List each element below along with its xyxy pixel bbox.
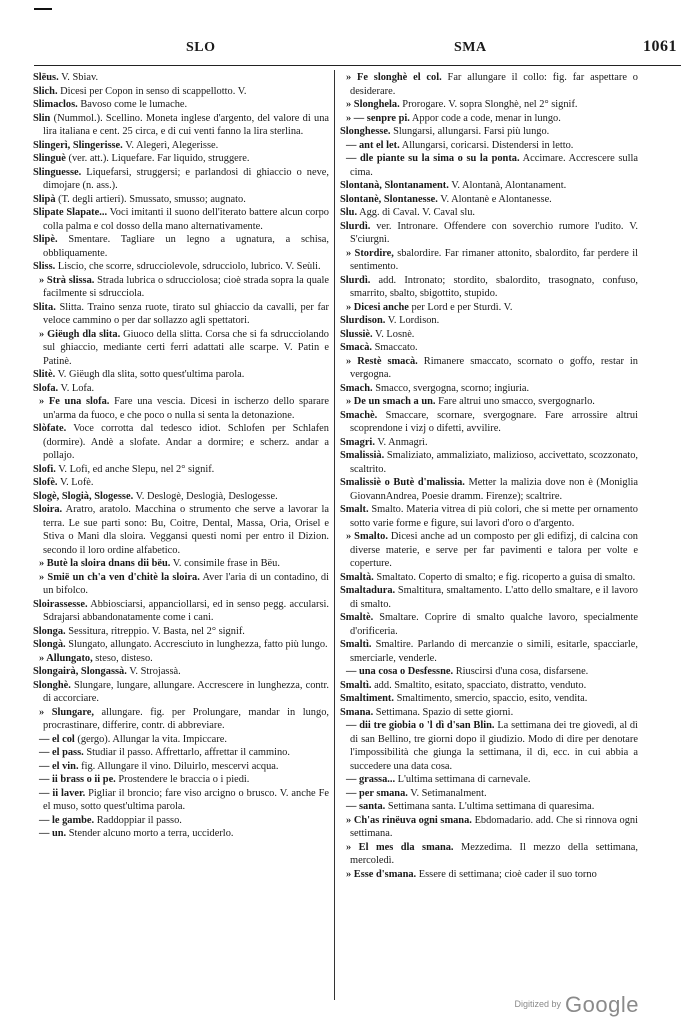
dictionary-entry	[340, 301, 638, 315]
entry-headword: Slongairà, Slongassà.	[33, 666, 127, 677]
dictionary-entry	[340, 814, 638, 841]
entry-definition: V. Lofa.	[58, 382, 95, 394]
entry-headword: — ii brass o ii pe.	[39, 774, 116, 785]
entry-headword: Slich.	[33, 85, 58, 97]
entry-definition: V. Anmagrì.	[374, 436, 428, 448]
dictionary-entry	[33, 274, 329, 301]
dictionary-entry	[340, 125, 638, 139]
entry-definition: (gergo). Allungar la vita. Impiccare.	[74, 733, 227, 745]
digitized-by-label: Digitized by	[514, 999, 562, 1009]
entry-definition: Slungare, lungare, allungare. Accrescere in lunghezza, contr. di accorciare.	[43, 679, 329, 704]
entry-definition: (Nummol.). Scellino. Moneta inglese d'argento, del valore di una lira italiana e cent. 25 circa, e di cui venti fanno la lira sterlina.	[43, 112, 329, 137]
dictionary-entry	[340, 220, 638, 247]
dictionary-entry	[340, 112, 638, 126]
entry-headword: Slu.	[340, 207, 358, 218]
entry-headword: Smacà.	[340, 342, 373, 353]
dictionary-entry	[340, 179, 638, 193]
entry-definition: Smacco, svergogna, scorno; ingiuria.	[372, 382, 530, 394]
entry-headword: Smaltì.	[340, 679, 372, 691]
dictionary-entry	[340, 274, 638, 301]
dictionary-entry	[33, 652, 329, 666]
entry-definition: Smaltato. Coperto di smalto; e fig. ricoperto a guisa di smalto.	[373, 571, 636, 583]
entry-headword: Smaltè.	[340, 612, 374, 623]
dictionary-entry	[340, 638, 638, 665]
dictionary-entry	[340, 584, 638, 611]
entry-definition: V. Lofi, ed anche Slepu, nel 2° signif.	[55, 463, 215, 475]
dictionary-entry	[340, 314, 638, 328]
entry-headword: » Butè la sloira dnans dii bëu.	[39, 558, 171, 569]
entry-headword: Smachè.	[340, 409, 378, 421]
dictionary-entry	[33, 301, 329, 328]
top-mark	[34, 8, 52, 11]
entry-headword: Slingerì, Slingerisse.	[33, 139, 123, 151]
entry-definition: Fare una vescia. Dicesi in ischerzo dello sparare un'arma da fuoco, e che poco o nulla si senta la detonazione.	[43, 396, 329, 421]
entry-definition: V. Giëugh dla slita, sotto quest'ultima parola.	[55, 369, 245, 380]
entry-definition: Bavoso come le lumache.	[77, 99, 188, 110]
dictionary-entry	[340, 719, 638, 773]
entry-headword: Slontanà, Slontanament.	[340, 180, 449, 191]
entry-definition: L'ultima settimana di carnevale.	[395, 774, 531, 785]
dictionary-entry	[33, 85, 329, 99]
entry-headword: — un.	[39, 828, 67, 839]
dictionary-entry	[340, 665, 638, 679]
dictionary-entry	[33, 557, 329, 571]
dictionary-entry	[33, 665, 329, 679]
entry-headword: — grassa...	[346, 774, 396, 785]
entry-definition: add. Intronato; stordito, sbalordito, trasognato, confuso, smarrito, sbalto, sbigottito, stupido.	[350, 274, 638, 299]
dictionary-entry	[340, 800, 638, 814]
entry-definition: Stender alcuno morto a terra, ucciderlo.	[66, 828, 234, 839]
dictionary-entry	[340, 868, 638, 882]
dictionary-entry	[33, 98, 329, 112]
dictionary-entry	[340, 71, 638, 98]
entry-definition: Appor code a code, menar in lungo.	[409, 112, 561, 124]
entry-definition: Smaltire. Parlando di mercanzie o simili, esitarle, spacciarle, smerciarle, venderle.	[350, 639, 638, 664]
dictionary-entry	[33, 706, 329, 733]
header-left-word: SLO	[186, 40, 216, 55]
entry-definition: sbalordire. Far rimaner attonito, sbalordito, far perdere il sentimento.	[350, 247, 638, 272]
entry-headword: Slinguè	[33, 153, 66, 164]
dictionary-entry	[340, 787, 638, 801]
dictionary-entry	[33, 206, 329, 233]
entry-definition: V. Lofè.	[57, 477, 94, 488]
dictionary-entry	[33, 476, 329, 490]
entry-headword: Slipate Slapate...	[33, 207, 108, 218]
entry-headword: Slussiè.	[340, 328, 373, 340]
entry-headword: Smaltadura.	[340, 585, 396, 596]
dictionary-entry	[33, 814, 329, 828]
entry-headword: Slonga.	[33, 625, 66, 637]
dictionary-entry	[340, 692, 638, 706]
entry-headword: Sloirassesse.	[33, 598, 88, 610]
entry-definition: Ebdomadario. add. Che si rinnova ogni settimana.	[350, 814, 638, 839]
dictionary-entry	[340, 773, 638, 787]
entry-definition: Smaltare. Coprire di smalto qualche lavoro, specialmente d'orificeria.	[350, 612, 638, 637]
entry-definition: Aratro, aratolo. Macchina o strumento che serve a lavorar la terra. Le sue parti sono: Bu, Coitre, Dental, Massa, Oria, Orisel e Stiva o Mani dla sloira. Veggansi questi nomi per entro il Dizion. secondo il loro ordine alfabetico.	[43, 504, 329, 556]
entry-definition: V. Losnè.	[372, 328, 415, 340]
entry-headword: » Stordire,	[346, 247, 394, 259]
entry-definition: (ver. att.). Liquefare. Far liquido, struggere.	[65, 153, 250, 164]
google-logo: Google	[565, 992, 639, 1017]
entry-headword: — ant el let.	[346, 139, 400, 151]
entry-definition: Raddoppiar il passo.	[94, 814, 182, 826]
entry-definition: Settimana santa. L'ultima settimana di quaresima.	[385, 801, 595, 812]
entry-headword: » Smië un ch'a ven d'chitè la sloira.	[39, 571, 200, 583]
entry-definition: Mezzedima. Il mezzo della settimana, mercoledì.	[350, 841, 638, 866]
dictionary-entry	[340, 503, 638, 530]
entry-definition: Essere di settimana; cioè cader il suo torno	[416, 868, 597, 880]
entry-headword: — ii laver.	[39, 787, 86, 799]
entry-headword: Sloira.	[33, 504, 63, 515]
dictionary-entry	[340, 355, 638, 382]
right-column	[340, 71, 638, 881]
dictionary-entry	[340, 841, 638, 868]
dictionary-entry	[33, 71, 329, 85]
dictionary-entry	[33, 787, 329, 814]
entry-definition: (T. degli artieri). Smussato, smusso; augnato.	[55, 193, 246, 205]
entry-definition: V. Strojassà.	[126, 666, 181, 677]
entry-definition: Liquefarsi, struggersi; e parlandosi di ghiaccio o neve, dimojare (n. ass.).	[43, 166, 329, 191]
entry-definition: Allungarsi, coricarsi. Distendersi in letto.	[399, 139, 574, 151]
entry-headword: » Slonghela.	[346, 99, 400, 110]
dictionary-entry	[33, 638, 329, 652]
entry-definition: Smalto. Materia vitrea di più colori, che si mette per ornamento sotto varie forme e figure, sui lavori d'oro o d'argento.	[350, 504, 638, 529]
dictionary-entry	[340, 341, 638, 355]
dictionary-entry	[33, 746, 329, 760]
dictionary-entry	[33, 260, 329, 274]
entry-headword: Slin	[33, 112, 51, 124]
entry-headword: — el col	[39, 733, 75, 745]
dictionary-entry	[33, 193, 329, 207]
dictionary-entry	[33, 233, 329, 260]
entry-definition: ver. Intronare. Offendere con soverchio rumore l'udito. V. S'ciurgnì.	[350, 220, 638, 245]
dictionary-entry	[33, 139, 329, 153]
dictionary-entry	[33, 827, 329, 841]
entry-definition: Smaltitura, smaltamento. L'atto dello smaltare, e il lavoro di smalto.	[350, 585, 638, 610]
dictionary-entry	[33, 503, 329, 557]
entry-definition: Riuscirsi d'una cosa, disfarsene.	[453, 666, 589, 677]
dictionary-entry	[340, 436, 638, 450]
entry-definition: Fare altrui uno smacco, svergognarlo.	[435, 396, 595, 407]
entry-headword: » Esse d'smana.	[346, 868, 417, 880]
entry-definition: Slungarsi, allungarsi. Farsi più lungo.	[390, 126, 550, 137]
dictionary-entry	[340, 152, 638, 179]
entry-headword: » Allungato,	[39, 652, 93, 664]
entry-headword: Slipà	[33, 193, 56, 205]
dictionary-entry	[340, 382, 638, 396]
entry-headword: — le gambe.	[39, 814, 95, 826]
dictionary-entry	[33, 422, 329, 463]
entry-headword: Smalissià.	[340, 450, 385, 461]
entry-definition: Accimare. Accrescere sulla cima.	[350, 153, 638, 178]
entry-definition: V. Alontanà, Alontanament.	[448, 180, 567, 191]
dictionary-entry	[340, 206, 638, 220]
entry-headword: Slitè.	[33, 369, 56, 380]
entry-definition: Dicesi per Copon in senso di scappellotto. V.	[57, 85, 247, 97]
entry-definition: per Lord e per Sturdì. V.	[408, 301, 513, 313]
dictionary-entry	[33, 773, 329, 787]
entry-headword: Slinguesse.	[33, 166, 82, 178]
entry-definition: V. Alontanè e Alontanesse.	[437, 193, 552, 205]
entry-definition: allungare. fig. per Prolungare, mandar in lungo, procrastinare, differire, contr. di abbreviare.	[43, 706, 329, 731]
entry-headword: Slurdison.	[340, 315, 386, 326]
dictionary-entry	[33, 382, 329, 396]
dictionary-entry	[33, 760, 329, 774]
dictionary-entry	[340, 611, 638, 638]
entry-definition: Slitta. Traino senza ruote, tirato sul ghiaccio da cavalli, per far veloce cammino o per dar sollazzo agli spettatori.	[43, 301, 329, 326]
entry-headword: Slontanè, Slontanesse.	[340, 193, 438, 205]
column-divider	[334, 70, 335, 1000]
entry-headword: — dii tre giobia o 'l dì d'san Blin.	[346, 720, 495, 731]
entry-headword: — dle piante su la sima o su la ponta.	[346, 153, 520, 164]
entry-definition: Prostendere le braccia o i piedi.	[115, 774, 250, 785]
header-rule	[34, 65, 681, 66]
entry-definition: V. Sbiav.	[58, 72, 99, 83]
entry-headword: Slimaclos.	[33, 99, 78, 110]
dictionary-entry	[340, 409, 638, 436]
entry-definition: V. consimile frase in Bëu.	[170, 558, 280, 569]
entry-definition: Far allungare il collo: fig. far aspettare o desiderare.	[350, 72, 639, 97]
entry-definition: Smaccare, scornare, svergognare. Fare arrossire altrui scoprendone i vizj o difetti, avvilire.	[350, 409, 638, 434]
entry-definition: Prorogare. V. sopra Slonghè, nel 2° signif.	[399, 99, 578, 110]
entry-headword: — una cosa o Desfessne.	[346, 666, 454, 677]
entry-headword: Smalissiè o Butè d'malissia.	[340, 477, 465, 488]
dictionary-entry	[340, 706, 638, 720]
entry-headword: — per smana.	[346, 787, 408, 799]
entry-headword: Smana.	[340, 706, 374, 718]
dictionary-entry	[33, 166, 329, 193]
dictionary-entry	[33, 490, 329, 504]
dictionary-entry	[340, 98, 638, 112]
entry-definition: V. Setimanalment.	[407, 787, 487, 799]
entry-headword: » El mes dla smana.	[346, 841, 454, 853]
dictionary-entry	[340, 530, 638, 571]
entry-definition: Smaltimento, smercio, spaccio, esito, vendita.	[393, 693, 588, 704]
entry-headword: Slòfate.	[33, 423, 67, 434]
entry-headword: » Fe una slofa.	[39, 396, 110, 407]
entry-headword: Slëus.	[33, 72, 59, 83]
entry-definition: Strada lubrica o sdrucciolosa; cioè strada sopra la quale facilmente si sdrucciola.	[43, 274, 329, 299]
dictionary-entry	[33, 625, 329, 639]
entry-definition: Slungato, allungato. Accresciuto in lunghezza, fatto più lungo.	[65, 639, 328, 650]
dictionary-entry	[340, 571, 638, 585]
entry-headword: Slofi.	[33, 463, 56, 475]
entry-headword: Smaltà.	[340, 571, 374, 583]
dictionary-entry	[340, 395, 638, 409]
entry-headword: » Strà slissa.	[39, 274, 95, 286]
entry-headword: Slurdì.	[340, 274, 371, 286]
entry-definition: Smaliziato, ammaliziato, malizioso, accivettato, scozzonato, scaltrito.	[350, 450, 638, 475]
entry-definition: Rimanere smaccato, scornato o goffo, restar in vergogna.	[350, 355, 639, 380]
entry-headword: Slongà.	[33, 639, 66, 650]
dictionary-entry	[33, 395, 329, 422]
entry-definition: Voce corrotta dal tedesco idiot. Schlofen per Schlafen (dormire). Andè a slofate. Andar a dormire; e scherz. andar a pollajo.	[43, 423, 329, 461]
entry-headword: Slonghè.	[33, 679, 71, 691]
entry-headword: Smaltiment.	[340, 693, 394, 704]
entry-headword: » — senpre pi.	[346, 112, 410, 124]
dictionary-entry	[33, 328, 329, 369]
entry-definition: Voci imitanti il suono dell'iterato battere alcun corpo colla palma e col dosso della mano alternativamente.	[43, 207, 329, 232]
entry-definition: steso, disteso.	[92, 652, 153, 664]
entry-headword: — el pass.	[39, 747, 84, 758]
entry-definition: Studiar il passo. Affrettarlo, affrettar il cammino.	[83, 747, 290, 758]
dictionary-entry	[340, 449, 638, 476]
entry-definition: Pigliar il broncio; fare viso arcigno o brusco. V. anche Fe el muso, sotto quest'ultima parola.	[43, 787, 329, 812]
dictionary-entry	[33, 368, 329, 382]
entry-definition: La settimana dei tre giovedì, al dì di san Bellino, tre giorni dopo il giudizio. Modo di dire per denotare l'impossibilità che giunga la settimana, il dì, ecc. in cui abbia a succedere una data cosa.	[350, 720, 638, 772]
entry-headword: » Slungare,	[39, 706, 94, 718]
dictionary-entry	[340, 328, 638, 342]
dictionary-entry	[340, 139, 638, 153]
entry-headword: Smalt.	[340, 504, 369, 515]
entry-headword: Sliss.	[33, 261, 56, 272]
entry-headword: » Giëugh dla slita.	[39, 328, 121, 340]
footer-watermark	[515, 992, 639, 1018]
left-column	[33, 71, 329, 841]
entry-definition: Agg. di Caval. V. Caval slu.	[357, 207, 475, 218]
entry-definition: Liscio, che scorre, sdrucciolevole, sdrucciolo, lubrico. V. Seùli.	[55, 261, 321, 272]
entry-definition: Aver l'aria di un contadino, di un bifolco.	[43, 571, 329, 596]
dictionary-entry	[33, 112, 329, 139]
entry-definition: Abbiosciarsi, appanciollarsi, ed in senso pegg. accularsi. Sdrajarsi abbandonatamente come i cani.	[43, 598, 329, 623]
entry-definition: V. Lordison.	[385, 315, 440, 326]
dictionary-entry	[33, 571, 329, 598]
entry-headword: » Dicesi anche	[346, 301, 409, 313]
entry-headword: Slipè.	[33, 234, 58, 245]
dictionary-entry	[33, 152, 329, 166]
entry-headword: Slonghesse.	[340, 126, 391, 137]
entry-headword: — santa.	[346, 801, 386, 812]
entry-headword: Smach.	[340, 382, 373, 394]
running-header	[34, 40, 685, 58]
entry-headword: » De un smach a un.	[346, 396, 436, 407]
entry-definition: V. Deslogè, Deslogià, Deslogesse.	[133, 490, 278, 502]
entry-headword: — el vin.	[39, 760, 79, 772]
entry-headword: » Ch'as rinëuva ogni smana.	[346, 814, 472, 826]
dictionary-entry	[340, 247, 638, 274]
entry-headword: Smagri.	[340, 436, 375, 448]
entry-definition: Sessitura, ritreppio. V. Basta, nel 2° signif.	[65, 625, 245, 637]
entry-definition: Smentare. Tagliare un legno a ugnatura, a schisa, obbliquamente.	[43, 234, 329, 259]
entry-headword: » Smalto.	[346, 531, 388, 542]
entry-headword: Slofa.	[33, 382, 59, 394]
dictionary-entry	[33, 598, 329, 625]
entry-definition: V. Alegerì, Alegerisse.	[122, 139, 219, 151]
dictionary-entry	[33, 679, 329, 706]
entry-headword: Smaltì.	[340, 639, 372, 650]
entry-headword: » Fe slonghè el col.	[346, 72, 442, 83]
entry-definition: Dicesi anche ad un composto per gli edifizj, di calcina con diverse materie, e serve per far pavimenti e talora per volte e coperture.	[350, 531, 638, 569]
entry-definition: Metter la malizia dove non è (Moniglia GiovannAndrea, Poesie dramm. Firenze); scaltrire.	[350, 477, 638, 502]
entry-definition: Smaccato.	[372, 342, 418, 353]
entry-definition: Settimana. Spazio di sette giorni.	[373, 706, 514, 718]
entry-definition: fig. Allungare il vino. Diluirlo, mescervi acqua.	[78, 760, 279, 772]
header-right-word: SMA	[454, 40, 487, 55]
dictionary-entry	[33, 463, 329, 477]
entry-headword: Slurdì.	[340, 220, 371, 232]
dictionary-entry	[340, 476, 638, 503]
dictionary-entry	[33, 733, 329, 747]
entry-headword: Slita.	[33, 301, 56, 313]
entry-headword: » Restè smacà.	[346, 355, 418, 367]
entry-headword: Slofè.	[33, 477, 58, 488]
dictionary-entry	[340, 193, 638, 207]
entry-definition: Giuoco della slitta. Corsa che si fa sdrucciolando sul ghiaccio, mediante certi ferri adattati alle scarpe. V. Patin e Patinè.	[43, 328, 329, 367]
entry-headword: Slogè, Slogià, Slogesse.	[33, 490, 134, 502]
page-number: 1061	[643, 38, 677, 55]
dictionary-entry	[340, 679, 638, 693]
entry-definition: add. Smaltito, esitato, spacciato, distratto, venduto.	[371, 679, 587, 691]
